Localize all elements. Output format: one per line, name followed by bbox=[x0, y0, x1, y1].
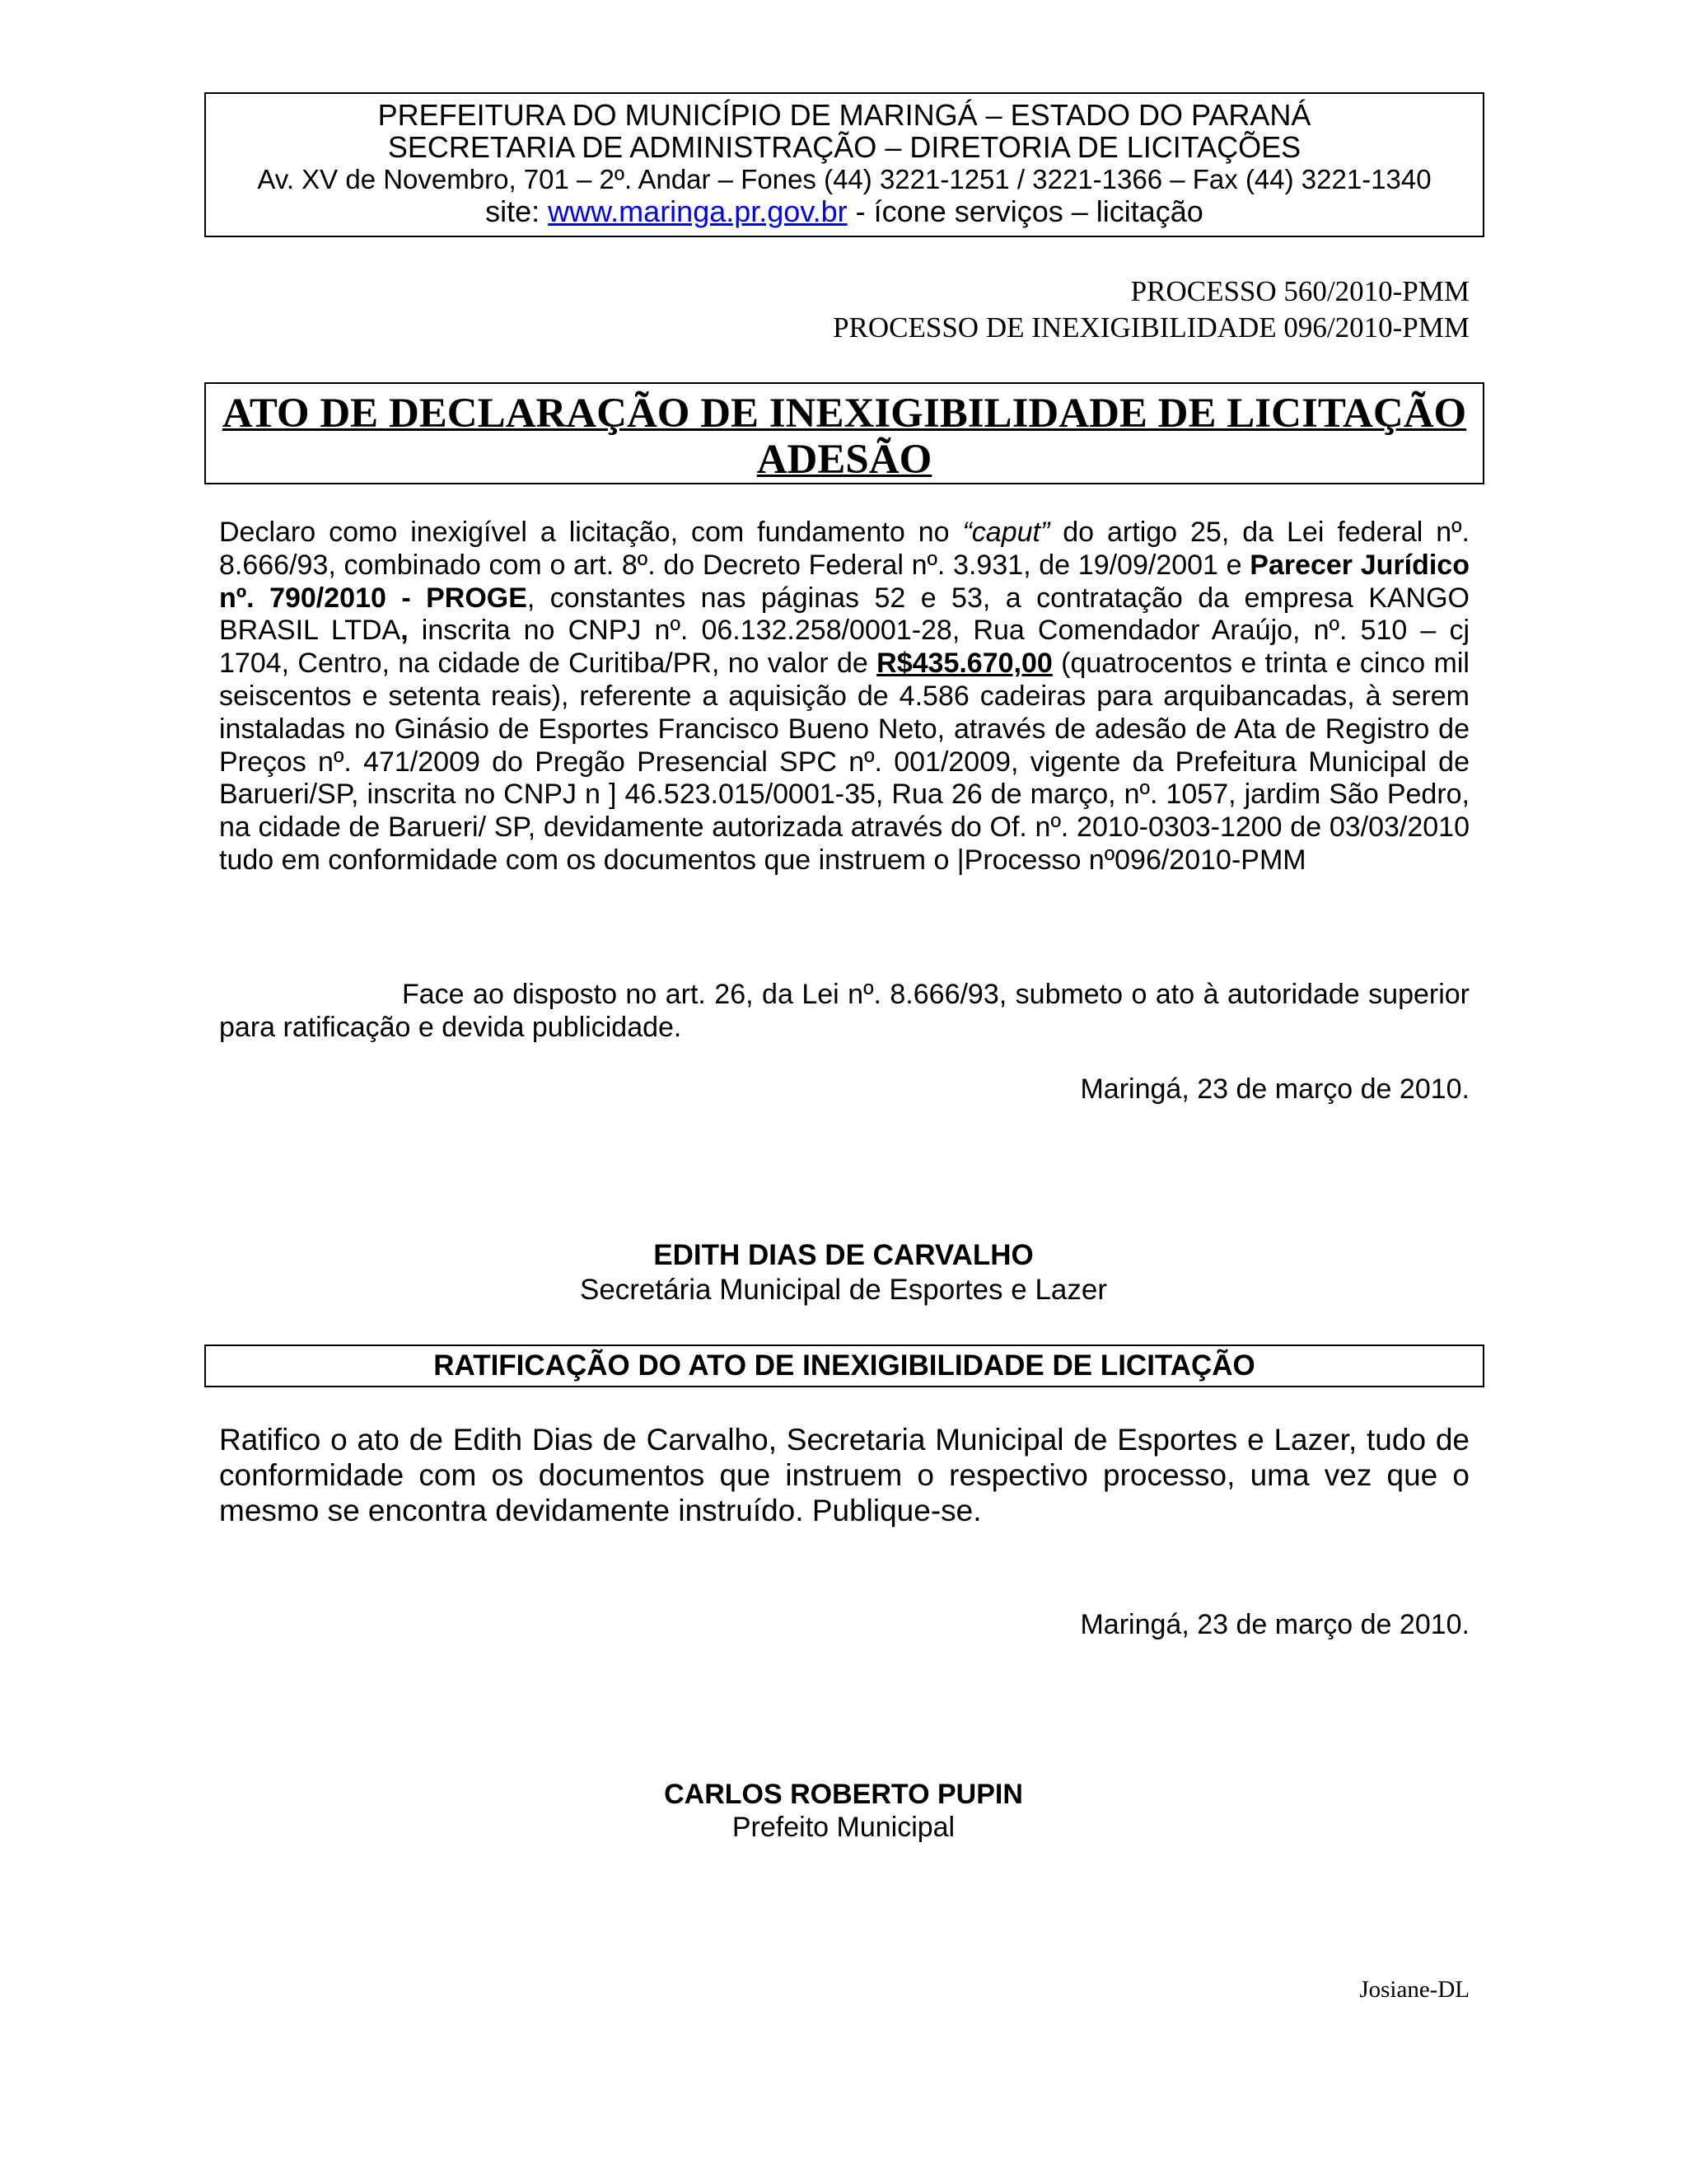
ratification-title: RATIFICAÇÃO DO ATO DE INEXIGIBILIDADE DE LICITAÇÃO bbox=[433, 1349, 1255, 1382]
signatory-role-1: Secretária Municipal de Esportes e Lazer bbox=[579, 1274, 1108, 1306]
caput-term: “caput” bbox=[962, 517, 1050, 548]
site-line bbox=[206, 195, 1483, 227]
document-title-box bbox=[204, 382, 1484, 484]
date-line-2: Maringá, 23 de março de 2010. bbox=[1080, 1609, 1470, 1640]
signatory-name-2: CARLOS ROBERTO PUPIN bbox=[664, 1779, 1023, 1810]
letterhead-box bbox=[204, 92, 1484, 237]
site-link[interactable]: www.maringa.pr.gov.br bbox=[548, 194, 848, 228]
submission-paragraph: Face ao disposto no art. 26, da Lei nº. 8.666/93, submeto o ato à autoridade superior para ratificação e devida publicidade. bbox=[219, 979, 1470, 1043]
declaration-text-4: inscrita no CNPJ nº. 06.132.258/0001-28, Rua Comendador Araújo, nº. 510 – cj 1704, Centro, na cidade de Curitiba/PR, no valor de bbox=[219, 615, 1470, 680]
declaration-text-5: (quatrocentos e trinta e cinco mil seiscentos e setenta reais), referente a aquisição de 4.586 cadeiras para arquibancadas, à serem instaladas no Ginásio de Esportes Francisco Bueno Neto, através de adesão de Ata de Registro de Preços nº. 471/2009 do Pregão Presencial SPC nº. 001/2009, vigente da Prefeitura Municipal de Barueri/SP, inscrita no CNPJ n ] 46.523.015/0001-35, Rua 26 de março, nº. 1057, jardim São Pedro, na cidade de Barueri/ SP, devidamente autorizada através do Of. nº. 2010-0303-1200 de 03/03/2010 tudo em conformidade com os documentos que instruem o |Processo nº096/2010-PMM bbox=[219, 648, 1470, 876]
site-suffix: - ícone serviços – licitação bbox=[847, 194, 1203, 228]
document-title: ATO DE DECLARAÇÃO DE INEXIGIBILIDADE DE LICITAÇÃO bbox=[222, 391, 1467, 437]
footer-initials: Josiane-DL bbox=[1359, 1976, 1470, 2003]
declaration-paragraph bbox=[219, 517, 1470, 877]
department-line: SECRETARIA DE ADMINISTRAÇÃO – DIRETORIA DE LICITAÇÕES bbox=[387, 130, 1301, 164]
process-number: PROCESSO 560/2010-PMM bbox=[1130, 275, 1470, 307]
document-subtitle: ADESÃO bbox=[756, 437, 932, 483]
declaration-text-3: , constantes nas páginas 52 e 53, a contratação da empresa KANGO BRASIL LTDA bbox=[219, 582, 1470, 647]
site-label: site: bbox=[485, 194, 549, 228]
ratification-title-box bbox=[204, 1345, 1484, 1387]
ratification-paragraph: Ratifico o ato de Edith Dias de Carvalho, Secretaria Municipal de Esportes e Lazer, tudo de conformidade com os documentos que instruem o respectivo processo, uma vez que o mesmo se encontra devidamente instruído. Publique-se. bbox=[219, 1423, 1470, 1527]
declaration-comma: , bbox=[400, 615, 409, 647]
process-numbers bbox=[577, 274, 1470, 346]
inexigibility-process-number: PROCESSO DE INEXIGIBILIDADE 096/2010-PMM bbox=[833, 311, 1470, 344]
date-line-1: Maringá, 23 de março de 2010. bbox=[1080, 1073, 1470, 1105]
signatory-name-1: EDITH DIAS DE CARVALHO bbox=[653, 1239, 1034, 1271]
declaration-text-1: Declaro como inexigível a licitação, com fundamento no bbox=[219, 517, 963, 548]
address-line: Av. XV de Novembro, 701 – 2º. Andar – Fones (44) 3221-1251 / 3221-1366 – Fax (44) 3221-1340 bbox=[257, 164, 1432, 194]
signatory-role-2: Prefeito Municipal bbox=[731, 1812, 956, 1843]
contract-value: R$435.670,00 bbox=[876, 648, 1053, 680]
municipality-line: PREFEITURA DO MUNICÍPIO DE MARINGÁ – ESTADO DO PARANÁ bbox=[377, 98, 1311, 132]
legal-opinion-ref: Parecer Jurídico nº. 790/2010 - PROGE bbox=[219, 549, 1470, 614]
declaration-text-2: do artigo 25, da Lei federal nº. 8.666/93, combinado com o art. 8º. do Decreto Federal nº. 3.931, de 19/09/2001 e bbox=[219, 517, 1470, 581]
